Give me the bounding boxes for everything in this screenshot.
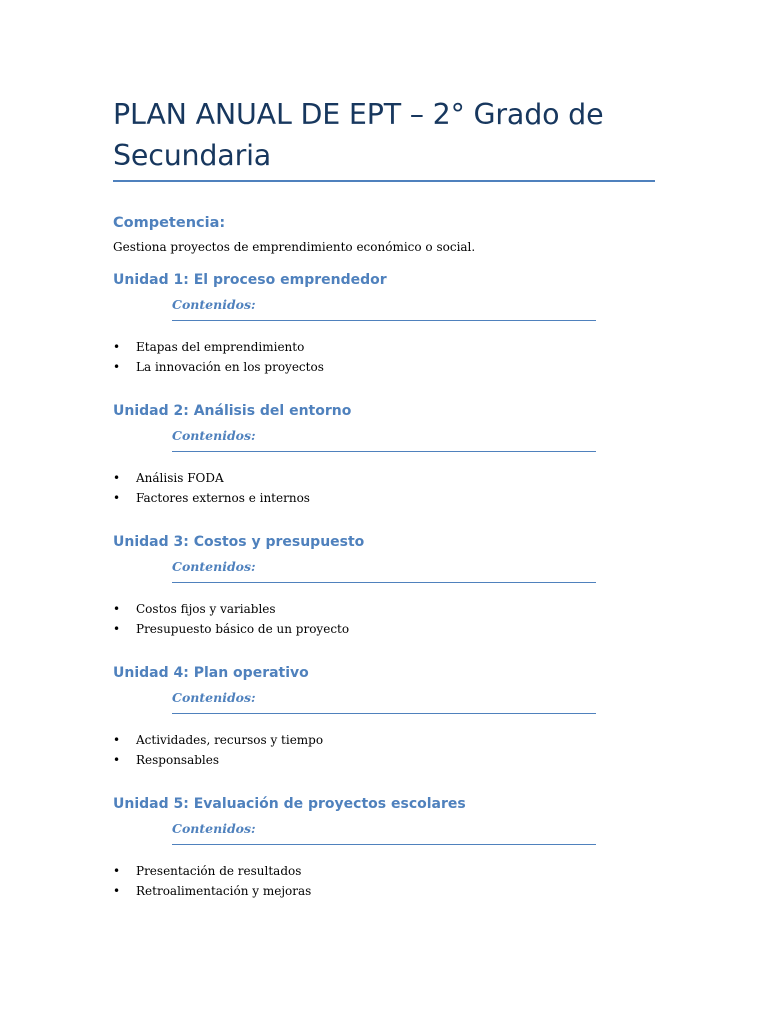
competencia-heading: Competencia: (113, 215, 226, 231)
list-item-text: Costos fijos y variables (136, 602, 276, 616)
bullet-icon: • (113, 490, 121, 505)
bullet-icon: • (113, 471, 121, 485)
unit-title: Unidad 4: Plan operativo (113, 665, 309, 681)
list-item-text: Análisis FODA (136, 471, 224, 485)
unit-section (0, 532, 768, 652)
bullet-icon: • (113, 621, 121, 636)
competencia-text: Gestiona proyectos de emprendimiento económico o social. (113, 240, 476, 254)
bullet-icon: • (113, 733, 121, 747)
list-item-text: Responsables (136, 752, 220, 767)
unit-title: Unidad 3: Costos y presupuesto (113, 534, 365, 550)
unit-title: Unidad 5: Evaluación de proyectos escolares (113, 796, 466, 812)
unit-section (0, 794, 768, 914)
bullet-icon: • (113, 602, 121, 616)
list-item-text: Retroalimentación y mejoras (136, 883, 312, 898)
unit-section (0, 663, 768, 783)
bullet-icon: • (113, 340, 121, 354)
unit-title: Unidad 1: El proceso emprendedor (113, 272, 387, 288)
list-item-text: Factores externos e internos (136, 490, 310, 505)
bullet-icon: • (113, 752, 121, 767)
contents-heading: Contenidos: (172, 558, 596, 583)
unit-title: Unidad 2: Análisis del entorno (113, 403, 352, 419)
page-title: PLAN ANUAL DE EPT – 2° Grado de Secundaria (113, 98, 604, 172)
contents-heading: Contenidos: (172, 427, 596, 452)
contents-heading: Contenidos: (172, 689, 596, 714)
contents-heading: Contenidos: (172, 296, 596, 321)
list-item-text: La innovación en los proyectos (136, 359, 324, 374)
bullet-icon: • (113, 883, 121, 898)
contents-heading: Contenidos: (172, 820, 596, 845)
bullet-icon: • (113, 359, 121, 374)
title-underline (113, 180, 655, 182)
bullet-icon: • (113, 864, 121, 878)
unit-section (0, 270, 768, 390)
list-item-text: Presupuesto básico de un proyecto (136, 621, 350, 636)
unit-section (0, 401, 768, 521)
list-item-text: Etapas del emprendimiento (136, 340, 305, 354)
list-item-text: Presentación de resultados (136, 864, 302, 878)
list-item-text: Actividades, recursos y tiempo (136, 733, 324, 747)
